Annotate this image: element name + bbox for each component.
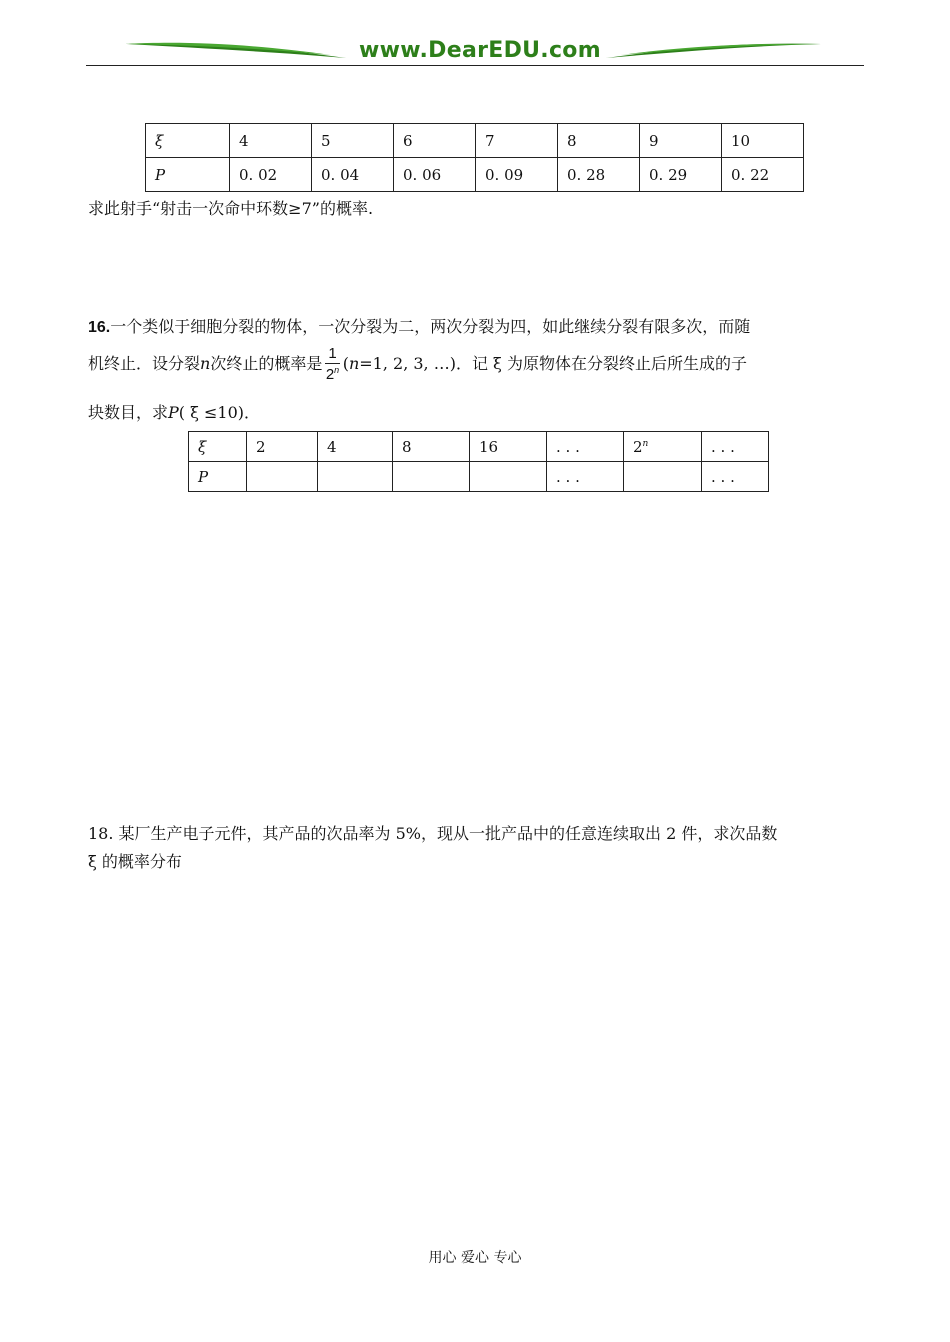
power-base: 2 <box>633 437 643 456</box>
table-cell: . . . <box>547 462 624 492</box>
table-cell: 0. 02 <box>230 158 312 192</box>
table-cell: 10 <box>722 124 804 158</box>
distribution-table-1 <box>145 123 804 192</box>
question-text: 机终止．设分裂 <box>88 354 201 373</box>
question-text: 块数目，求 <box>88 403 169 422</box>
question-18-line-2: ξ 的概率分布 <box>88 852 182 871</box>
header-divider <box>86 65 864 66</box>
table-cell: ξ <box>146 124 230 158</box>
fraction <box>325 346 339 383</box>
table-cell <box>393 462 470 492</box>
table-row <box>146 158 804 192</box>
question-15-text: 求此射手“射击一次命中环数≥7”的概率. <box>88 199 374 218</box>
table-cell: 6 <box>394 124 476 158</box>
table-cell: ξ <box>189 432 247 462</box>
table-cell: 4 <box>318 432 393 462</box>
table-cell <box>318 462 393 492</box>
fraction-base: 2 <box>325 365 335 383</box>
question-text: ( ξ ≤10)． <box>178 403 261 422</box>
table-row <box>189 432 769 462</box>
variable-n: n <box>200 354 211 373</box>
fraction-exponent: n <box>334 364 340 375</box>
fraction-denominator <box>325 364 339 384</box>
table-cell: 16 <box>470 432 547 462</box>
question-16-line-1 <box>88 317 750 337</box>
table-cell: P <box>189 462 247 492</box>
distribution-table-2 <box>188 431 769 492</box>
table-cell: 5 <box>312 124 394 158</box>
question-18-line-1: 18. 某厂生产电子元件，其产品的次品率为 5%，现从一批产品中的任意连续取出 2 件，求次品数 <box>88 824 778 843</box>
table-cell <box>624 462 702 492</box>
table-cell: . . . <box>547 432 624 462</box>
table-cell <box>470 462 547 492</box>
fraction-numerator: 1 <box>325 346 339 364</box>
table-cell: . . . <box>702 432 769 462</box>
table-cell: 0. 04 <box>312 158 394 192</box>
question-text: ( <box>342 354 349 373</box>
table-cell: . . . <box>702 462 769 492</box>
table-cell: 0. 06 <box>394 158 476 192</box>
table-cell: 4 <box>230 124 312 158</box>
question-text: 一个类似于细胞分裂的物体，一次分裂为二，两次分裂为四，如此继续分裂有限多次，而随 <box>110 317 751 336</box>
page-footer: 用心 爱心 专心 <box>428 1250 522 1266</box>
table-cell <box>624 432 702 462</box>
table-cell: 8 <box>393 432 470 462</box>
table-cell: 0. 28 <box>558 158 640 192</box>
table-cell <box>247 462 318 492</box>
question-16-line-3 <box>88 403 260 422</box>
table-row <box>146 124 804 158</box>
table-cell: 0. 09 <box>476 158 558 192</box>
site-logo-text: www.DearEDU.com <box>359 38 601 63</box>
variable-p: P <box>168 403 179 422</box>
table-cell: P <box>146 158 230 192</box>
question-number: 16. <box>88 319 111 336</box>
variable-n: n <box>348 354 360 373</box>
table-cell: 9 <box>640 124 722 158</box>
question-16-line-2 <box>88 346 747 383</box>
table-cell: 0. 29 <box>640 158 722 192</box>
question-text: =1, 2, 3, …)．记 ξ 为原物体在分裂终止后所生成的子 <box>359 354 747 373</box>
table-cell: 7 <box>476 124 558 158</box>
table-row <box>189 462 769 492</box>
table-cell: 8 <box>558 124 640 158</box>
question-text: 次终止的概率是 <box>210 354 323 373</box>
table-cell: 0. 22 <box>722 158 804 192</box>
table-cell: 2 <box>247 432 318 462</box>
power-exponent: n <box>642 438 649 449</box>
